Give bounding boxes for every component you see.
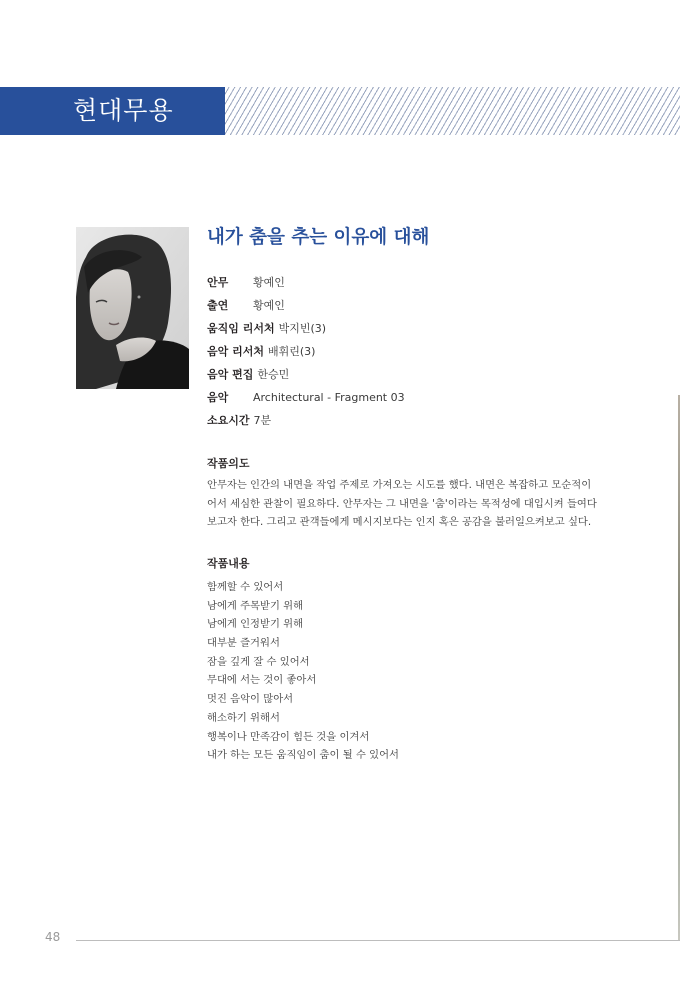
footer-divider (76, 940, 680, 941)
credit-value: 7분 (253, 414, 272, 427)
credits-list (207, 271, 405, 432)
content-list (207, 578, 399, 765)
page-number: 48 (45, 930, 61, 944)
credit-key: 안무 (207, 276, 229, 289)
content-line: 대부분 즐거워서 (207, 637, 280, 650)
content-line: 내가 하는 모든 움직임이 춤이 될 수 있어서 (207, 749, 400, 762)
credit-value: 한승민 (257, 368, 290, 381)
credit-value: 황예인 (253, 276, 285, 289)
content-line: 해소하기 위해서 (207, 711, 280, 724)
credit-value: 박지빈(3) (278, 322, 327, 335)
credit-row (207, 363, 405, 386)
intent-paragraph (207, 476, 627, 532)
intent-line: 어서 세심한 관찰이 필요하다. 안무자는 그 내면을 '춤'이라는 목적성에 대입시켜 들여다 (207, 497, 597, 510)
credit-key: 음악 편집 (207, 368, 254, 381)
content-line: 행복이나 만족감이 힘든 것을 이겨서 (207, 730, 370, 743)
content-line: 무대에 서는 것이 좋아서 (207, 674, 317, 687)
credit-key: 음악 리서처 (207, 345, 264, 358)
credit-key: 움직임 리서처 (207, 322, 275, 335)
content-line: 남에게 주목받기 위해 (207, 599, 304, 612)
credit-value: 배휘린(3) (267, 345, 316, 358)
portrait-image (76, 227, 189, 389)
credit-value: Architectural - Fragment 03 (253, 391, 405, 404)
credit-key: 음악 (207, 391, 229, 404)
content-line: 남에게 인정받기 위해 (207, 618, 304, 631)
credit-key: 출연 (207, 299, 229, 312)
content-line: 멋진 음악이 많아서 (207, 693, 294, 706)
credit-row (207, 317, 405, 340)
intent-line: 안무자는 인간의 내면을 작업 주제로 가져오는 시도를 했다. 내면은 복잡하고 모순적이 (207, 479, 592, 491)
intent-heading: 작품의도 (207, 457, 250, 470)
section-header (0, 87, 680, 135)
credit-row (207, 271, 405, 294)
content-line: 잠을 깊게 잘 수 있어서 (207, 655, 310, 668)
section-title: 현대무용 (73, 96, 174, 125)
credit-row (207, 294, 405, 317)
hatch-pattern (225, 87, 680, 135)
credit-row (207, 340, 405, 363)
credit-value: 황예인 (253, 299, 285, 312)
credit-row (207, 409, 405, 432)
credit-key: 소요시간 (207, 414, 250, 427)
credit-row (207, 386, 405, 409)
section-tab (0, 87, 225, 135)
content-heading: 작품내용 (207, 557, 250, 570)
piece-title: 내가 춤을 추는 이유에 대해 (207, 227, 430, 248)
intent-line: 보고자 한다. 그리고 관객들에게 메시지보다는 인지 혹은 공감을 불러일으켜보고 싶다. (207, 516, 592, 528)
performer-photo (76, 227, 189, 389)
content-line: 함께할 수 있어서 (207, 581, 284, 593)
